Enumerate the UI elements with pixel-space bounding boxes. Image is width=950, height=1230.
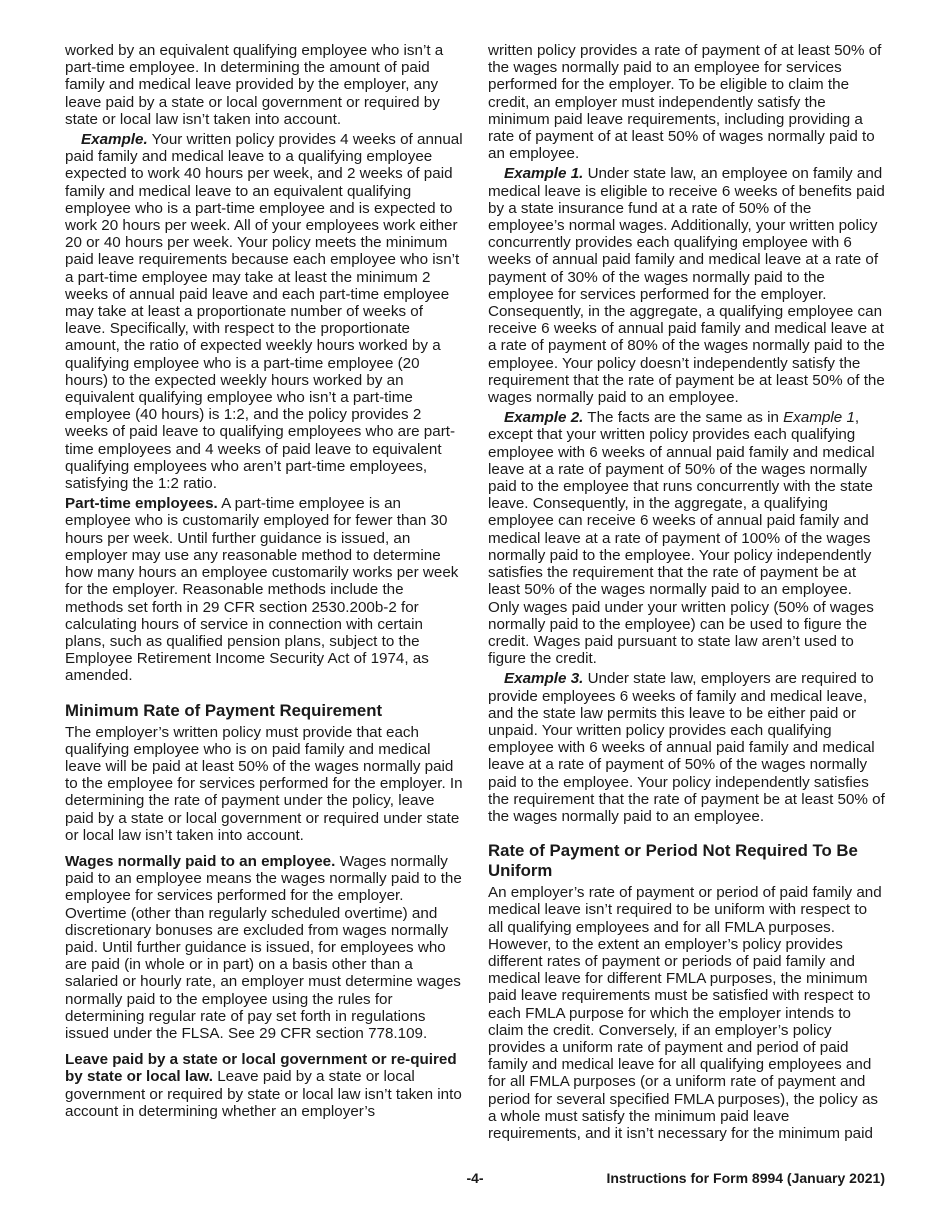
paragraph xyxy=(65,495,463,684)
italic-reference: Example 1 xyxy=(783,409,855,427)
body-text: A part-time employee is an employee who is customarily employed for fewer than 30 hours per week. Until further guidance is issued, an employer may use any reasonable method to determine how many hours an employee customarily works per week for the employer. Reasonable methods include the methods set forth in 29 CFR section 2530.200b-2 for calculating hours of service in connection with certain plans, such as qualified pension plans, subject to the Employee Retirement Income Security Act of 1974, as amended. xyxy=(65,495,459,685)
body-text: Minimum Rate of Payment Requirement xyxy=(65,700,383,720)
section-heading xyxy=(65,701,463,721)
body-text: , except that your written policy provides each qualifying employee with 6 weeks of annual paid family and medical leave at a rate of payment of 50% of the wages normally paid to the employee that runs concurrently with the state leave. Consequently, in the aggregate, a qualifying employee can receive 6 weeks of annual paid family and medical leave at a rate of payment of 100% of the wages normally paid to the employee. Your policy independently satisfies the requirement that the rate of payment be at least 50% of the wages normally paid to an employee. Only wages paid under your written policy (50% of wages normally paid to the employee) can be used to figure the credit. Wages paid pursuant to state law aren’t used to figure the credit. xyxy=(488,409,875,668)
body-text: Under state law, employers are required to provide employees 6 weeks of family and medical leave, and the state law permits this leave to be either paid or unpaid. Your written policy provides each qualifying employee with 6 weeks of annual paid family and medical leave at a rate of payment of 50% of the wages normally paid to the employee. Your policy independently satisfies the requirement that the rate of payment be at least 50% of the wages normally paid to an employee. xyxy=(488,670,885,825)
body-text: worked by an equivalent qualifying employee who isn’t a part-time employee. In determining the amount of paid family and medical leave provided by the employer, any leave paid by a state or local government or required by state or local law isn’t taken into account. xyxy=(65,42,444,128)
body-text: Wages normally paid to an employee means the wages normally paid to the employee for services performed for the employer. Overtime (other than regularly scheduled overtime) and discretionary bonuses are excluded from wages normally paid. Until further guidance is issued, for employees who are paid (in whole or in part) on a basis other than a salaried or hourly rate, an employer must determine wages normally paid to the employee using the rules for determining regular rate of pay set forth in regulations issued under the FLSA. See 29 CFR section 778.109. xyxy=(65,852,462,1042)
right-column xyxy=(488,42,886,1151)
body-text: The employer’s written policy must provide that each qualifying employee who is on paid family and medical leave will be paid at least 50% of the wages normally paid to the employee for services performed for the employer. In determining the rate of payment under the policy, leave paid by a state or local government or required under state or local law isn’t taken into account. xyxy=(65,723,463,844)
run-in-heading: Example 3. xyxy=(504,670,584,688)
section-heading xyxy=(488,841,886,881)
paragraph xyxy=(488,409,886,667)
body-text: An employer’s rate of payment or period of paid family and medical leave isn’t required to be uniform with respect to all qualifying employees and for all FMLA purposes. However, to the extent an employer’s policy provides different rates of payment or periods of paid family and medical leave for different FMLA purposes, the minimum paid leave requirements must be satisfied with respect to each FMLA purpose for which the employer intends to claim the credit. Conversely, if an employer’s policy provides a uniform rate of payment and period of paid family and medical leave for all qualifying employees and for all FMLA purposes (or a uniform rate of payment and period for several specified FMLA purposes), the policy as a whole must satisfy the minimum paid leave requirements, and it isn’t necessary for the minimum paid xyxy=(488,884,882,1142)
paragraph xyxy=(65,853,463,1042)
body-text: Rate of Payment or Period Not Required To Be Uniform xyxy=(488,841,858,881)
run-in-heading: Example 2. xyxy=(504,409,584,427)
page-number: -4- xyxy=(466,1170,484,1186)
paragraph xyxy=(488,884,886,1142)
paragraph xyxy=(65,1051,463,1120)
run-in-heading: Example. xyxy=(81,131,148,149)
paragraph xyxy=(488,165,886,406)
body-text: Under state law, an employee on family and medical leave is eligible to receive 6 weeks of benefits paid by a state insurance fund at a rate of 50% of the employee’s normal wages. Additionally, your written policy concurrently provides each qualifying employee with 6 weeks of annual paid family and medical leave at a rate of payment of 30% of the wages normally paid to the employee for services performed for the employer. Consequently, in the aggregate, a qualifying employee can receive 6 weeks of annual paid family and medical leave at a rate of payment of 80% of the wages normally paid to the employee. Your policy doesn’t independently satisfy the requirement that the rate of payment be at least 50% of the wages normally paid to an employee. xyxy=(488,165,885,407)
paragraph xyxy=(488,670,886,825)
run-in-heading: Part-time employees. xyxy=(65,495,218,513)
paragraph xyxy=(65,724,463,844)
body-text: written policy provides a rate of payment of at least 50% of the wages normally paid to an employee for services performed for the employer. To be eligible to claim the credit, an employer must independently satisfy the minimum paid leave requirements, including providing a rate of payment of at least 50% of wages normally paid to an employee. xyxy=(488,42,882,163)
body-text: Your written policy provides 4 weeks of annual paid family and medical leave to a qualifying employee expected to work 40 hours per week, and 2 weeks of paid family and medical leave to an equivalent qualifying employee who is a part-time employee and is expected to work 20 hours per week. All of your employees work either 20 or 40 hours per week. Your policy meets the minimum paid leave requirements because each employee who isn’t a part-time employee may take at least the minimum 2 weeks of annual paid leave and each part-time employee may take at least a proportionate number of weeks of leave. Specifically, with respect to the proportionate amount, the ratio of expected weekly hours worked by a qualifying employee who is a part-time employee (20 hours) to the expected weekly hours worked by an equivalent qualifying employee who isn’t a part-time employee (40 hours) is 1:2, and the policy provides 2 weeks of paid leave to qualifying employees who are part-time employees and 4 weeks of paid leave to equivalent qualifying employees who aren’t part-time employees, satisfying the 1:2 ratio. xyxy=(65,131,463,493)
left-column xyxy=(65,42,463,1129)
run-in-heading: Example 1. xyxy=(504,165,584,183)
form-title-footer: Instructions for Form 8994 (January 2021) xyxy=(606,1170,885,1186)
run-in-heading: Leave paid by a state or local government or re-quired by state or local law. xyxy=(65,1051,457,1086)
run-in-heading: Wages normally paid to an employee. xyxy=(65,852,336,870)
paragraph xyxy=(488,42,886,162)
body-text: The facts are the same as in xyxy=(583,409,784,427)
paragraph xyxy=(65,131,463,492)
paragraph xyxy=(65,42,463,128)
body-text: Leave paid by a state or local government or required by state or local law isn’t taken into account in determining whether an employer’s xyxy=(65,1068,462,1120)
